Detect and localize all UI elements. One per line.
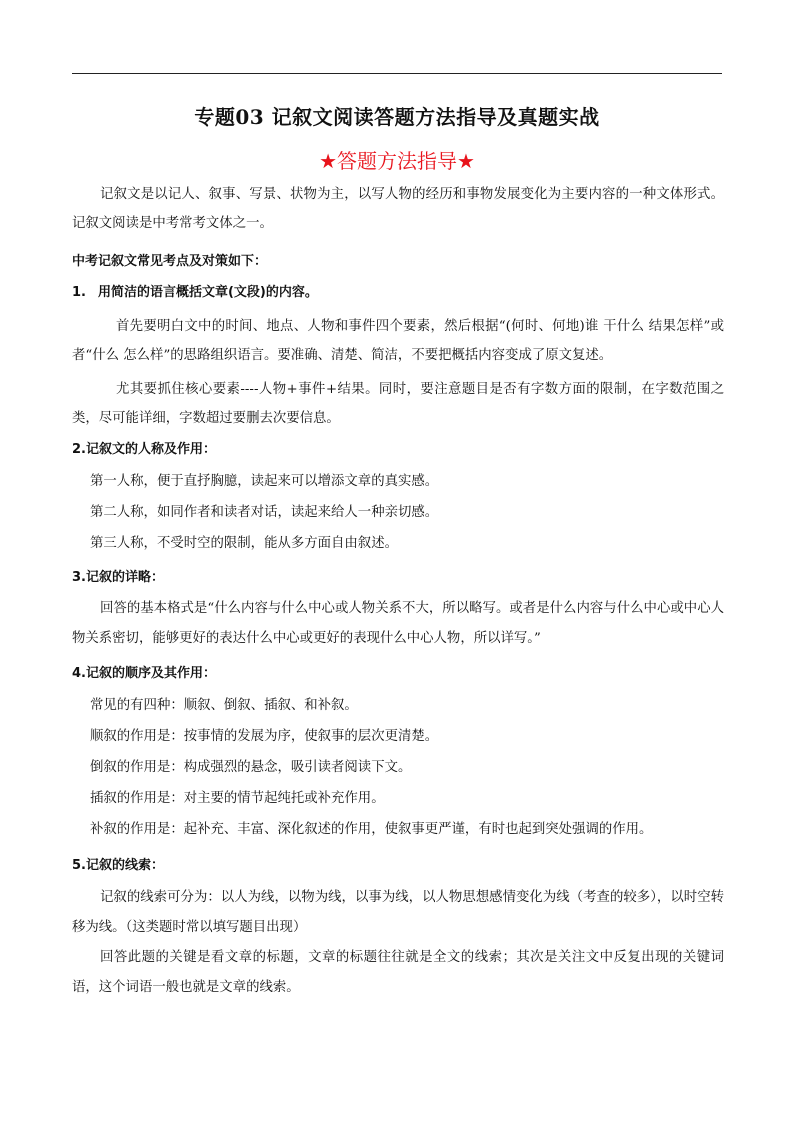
- overview-block: [72, 247, 724, 276]
- section-3-heading: 3.记叙的详略：: [72, 570, 164, 585]
- section-4-item: 补叙的作用是：起补充、丰富、深化叙述的作用，使叙事更严谨，有时也起到突处强调的作用。: [90, 822, 653, 837]
- overview-heading: 中考记叙文常见考点及对策如下：: [72, 254, 268, 269]
- section-4-heading: 4.记叙的顺序及其作用：: [72, 666, 216, 681]
- section-5-heading: 5.记叙的线索：: [72, 858, 164, 873]
- intro-paragraph: 记叙文是以记人、叙事、写景、状物为主，以写人物的经历和事物发展变化为主要内容的一种文体形式。记叙文阅读是中考常考文体之一。: [72, 187, 724, 231]
- section-2-heading: 2.记叙文的人称及作用：: [72, 442, 216, 457]
- section-1: [72, 278, 724, 433]
- section-2: [72, 435, 724, 559]
- section-4-item: 插叙的作用是：对主要的情节起纯托或补充作用。: [90, 791, 385, 806]
- section-1-paragraph-1: 首先要明白文中的时间、地点、人物和事件四个要素，然后根据“(何时、何地)谁 干什么 结果怎样”或者“什么 怎么样”的思路组织语言。要准确、清楚、简洁，不要把概括内容变成了原文复述。: [72, 319, 724, 363]
- section-3-paragraph: 回答的基本格式是“什么内容与什么中心或人物关系不大，所以略写。或者是什么内容与什么中心或中心人物关系密切，能够更好的表达什么中心或更好的表现什么中心人物，所以详写。”: [72, 601, 724, 646]
- section-4: [72, 659, 724, 845]
- section-2-item: 第一人称，便于直抒胸臆，读起来可以增添文章的真实感。: [90, 474, 439, 489]
- header-rule: [72, 73, 722, 74]
- intro-block: [72, 180, 724, 238]
- page-title: 专题03 记叙文阅读答题方法指导及真题实战: [194, 105, 600, 129]
- section-5-paragraph-2: 回答此题的关键是看文章的标题，文章的标题往往就是全文的线索；其次是关注文中反复出现的关键词语，这个词语一般也就是文章的线索。: [72, 950, 724, 995]
- section-4-item: 倒叙的作用是：构成强烈的悬念，吸引读者阅读下文。: [90, 760, 412, 775]
- section-3: [72, 563, 724, 654]
- section-4-item: 顺叙的作用是：按事情的发展为序，使叙事的层次更清楚。: [90, 729, 439, 744]
- section-2-item: 第三人称，不受时空的限制，能从多方面自由叙述。: [90, 536, 398, 551]
- section-subtitle: ★答题方法指导★: [319, 149, 475, 173]
- section-1-title: 用简洁的语言概括文章(文段)的内容。: [97, 285, 318, 300]
- section-2-item: 第二人称，如同作者和读者对话，读起来给人一种亲切感。: [90, 505, 439, 520]
- section-5-paragraph-1: 记叙的线索可分为：以人为线，以物为线，以事为线，以人物思想感情变化为线（考查的较多），以时空转移为线。（这类题时常以填写题目出现）: [72, 890, 724, 935]
- section-1-paragraph-2: 尤其要抓住核心要素----人物+事件+结果。同时，要注意题目是否有字数方面的限制，在字数范围之类，尽可能详细，字数超过要删去次要信息。: [72, 382, 724, 426]
- section-1-number: 1.: [72, 285, 86, 300]
- section-4-item: 常见的有四种：顺叙、倒叙、插叙、和补叙。: [90, 698, 358, 713]
- section-1-heading: [72, 278, 724, 307]
- section-5: [72, 851, 724, 1003]
